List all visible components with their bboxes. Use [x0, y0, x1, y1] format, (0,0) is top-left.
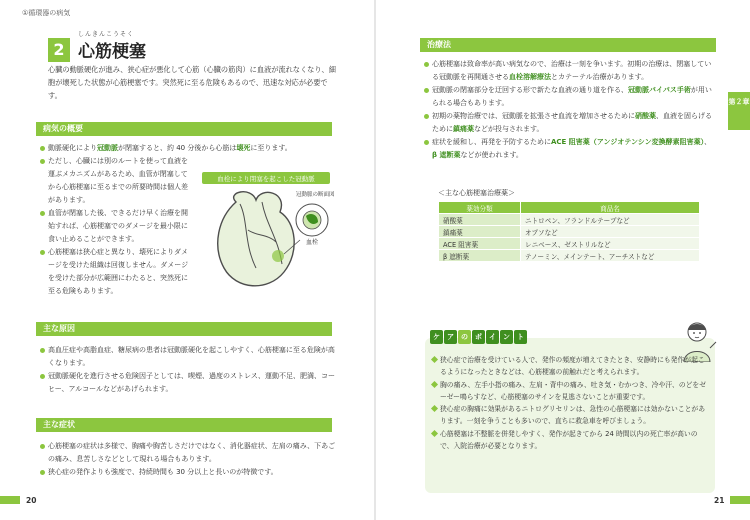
section-number: 2 [48, 38, 70, 62]
overview-heading: 病気の概要 [36, 122, 332, 136]
care-tag-char: ケ [430, 330, 443, 344]
care-item-4: 心筋梗塞は不整脈を併発しやすく、発作が起きてから 24 時間以内の死亡率が高いので、入院治療が必要となります。 [432, 428, 708, 453]
care-item-2: 胸の痛み、左手小指の痛み、左肩・背中の痛み、吐き気・むかつき、冷や汗、のどをゼーゼー鳴らすなど、心筋梗塞のサインを見逃さないことが重要です。 [432, 379, 708, 404]
overview-item-1: 動脈硬化により冠動脈が閉塞すると、約 40 分後から心筋は壊死に至ります。 [40, 142, 342, 155]
page-number-bar-right [730, 496, 750, 504]
drug-table-caption: ＜主な心筋梗塞治療薬＞ [438, 189, 515, 197]
table-row: 硝酸薬 ニトロペン、フランドルテープなど [439, 214, 700, 226]
illustration-caption: 血栓により閉塞を起こした冠動脈 [217, 175, 315, 183]
table-row: β 遮断薬 テノーミン、メインテート、アーチストなど [439, 250, 700, 262]
overview-item-3: 血管が閉塞した後、できるだけ早く治療を開始すれば、心筋梗塞でのダメージを最小限に食い止めることができます。 [40, 207, 192, 246]
heart-illustration [196, 172, 342, 300]
treatment-item-1: 心筋梗塞は致命率が高い病気なので、治療は一刻を争います。初期の治療は、閉塞している冠動脈を再開通させる血栓溶解療法とカテーテル治療があります。 [424, 58, 716, 84]
care-tag-char: ア [444, 330, 457, 344]
table-header-row [439, 202, 700, 214]
chapter-tab[interactable]: 第２章 [728, 92, 750, 130]
care-points-tag [430, 330, 527, 344]
causes-item-2: 冠動脈硬化を進行させる危険因子としては、喫煙、過度のストレス、運動不足、肥満、コーヒー、アルコールなどがあげられます。 [40, 370, 340, 396]
drug-table [438, 201, 700, 262]
causes-item-1: 高血圧症や高脂血症、糖尿病の患者は冠動脈硬化を起こしやすく、心筋梗塞に至る危険が高くなります。 [40, 344, 340, 370]
heart-icon [218, 192, 294, 286]
symptoms-item-2: 狭心症の発作よりも強度で、持続時間も 30 分以上と長いのが特徴です。 [40, 466, 340, 479]
symptoms-item-1: 心筋梗塞の症状は多様で、胸痛や胸苦しさだけではなく、消化器症状、左肩の痛み、下あごの痛み、息苦しさなどとして現れる場合もあります。 [40, 440, 340, 466]
section-title: 心筋梗塞 [78, 42, 146, 62]
care-tag-char: ト [514, 330, 527, 344]
care-tag-char: ポ [472, 330, 485, 344]
page-number-bar-left [0, 496, 20, 504]
causes-heading: 主な原因 [36, 322, 332, 336]
symptoms-heading: 主な症状 [36, 418, 332, 432]
treatment-heading: 治療法 [420, 38, 716, 52]
table-row: 鎮痛薬 オプソなど [439, 226, 700, 238]
care-tag-char: の [458, 330, 471, 344]
overview-item-4: 心筋梗塞は狭心症と異なり、壊死によりダメージを受けた組織は回復しません。ダメージを受けた部分が広範囲にわたると、突然死に至る危険もあります。 [40, 246, 192, 298]
overview-list-narrow [40, 155, 192, 298]
table-header-category: 薬効分類 [439, 202, 521, 214]
care-item-3: 狭心症の胸痛に効果があるニトログリセリンは、急性の心筋梗塞には効かないことがあります。一刻を争うことも多いので、直ちに救急車を呼びましょう。 [432, 403, 708, 428]
care-points-list [432, 354, 708, 452]
page-number-right: 21 [714, 496, 725, 505]
treatment-item-2: 冠動脈の閉塞部分を迂回する形で新たな血液の通り道を作る、冠動脈バイパス手術が用いられる場合もあります。 [424, 84, 716, 110]
table-row: ACE 阻害薬 レニベース、ゼストリルなど [439, 238, 700, 250]
treatment-item-3: 初期の薬物治療では、冠動脈を拡張させ血流を増加させるために硝酸薬、血液を固らげるために鎮痛薬などが投与されます。 [424, 110, 716, 136]
label-clot: 血栓 [306, 239, 319, 246]
care-tag-char: ン [500, 330, 513, 344]
running-head: ①循環器の病気 [22, 9, 71, 17]
left-page [0, 0, 374, 520]
overview-item-2: ただし、心臓には別のルートを使って血液を運ぶメカニズムがあるため、血管が閉塞してから心筋梗塞に至るまでの所要時間は個人差があります。 [40, 155, 192, 207]
care-tag-char: イ [486, 330, 499, 344]
table-header-product: 商品名 [521, 202, 700, 214]
symptoms-list [40, 440, 340, 479]
causes-list [40, 344, 340, 396]
care-item-1: 狭心症で治療を受けている人で、発作の頻度が増えてきたとき、安静時にも発作が起こるようになったときなどは、心筋梗塞の前触れだと考えられます。 [432, 354, 708, 379]
section-ruby: しんきんこうそく [78, 31, 135, 38]
section-intro: 心臓の動脈硬化が進み、狭心症が悪化して心筋（心臓の筋肉）に血液が流れなくなり、細胞が壊死した状態が心筋梗塞です。突然死に至る危険もあるので、迅速な対応が必要です。 [48, 65, 336, 100]
page-number-left: 20 [26, 496, 37, 505]
treatment-list [424, 58, 716, 162]
overview-list [40, 142, 342, 155]
blockage-marker [272, 250, 284, 262]
label-cross-section: 冠動脈の断面図 [296, 192, 335, 198]
treatment-item-4: 症状を緩和し、再発を予防するためにACE 阻害薬（アンジオテンシン変換酵素阻害薬）、β 遮断薬などが使われます。 [424, 136, 716, 162]
